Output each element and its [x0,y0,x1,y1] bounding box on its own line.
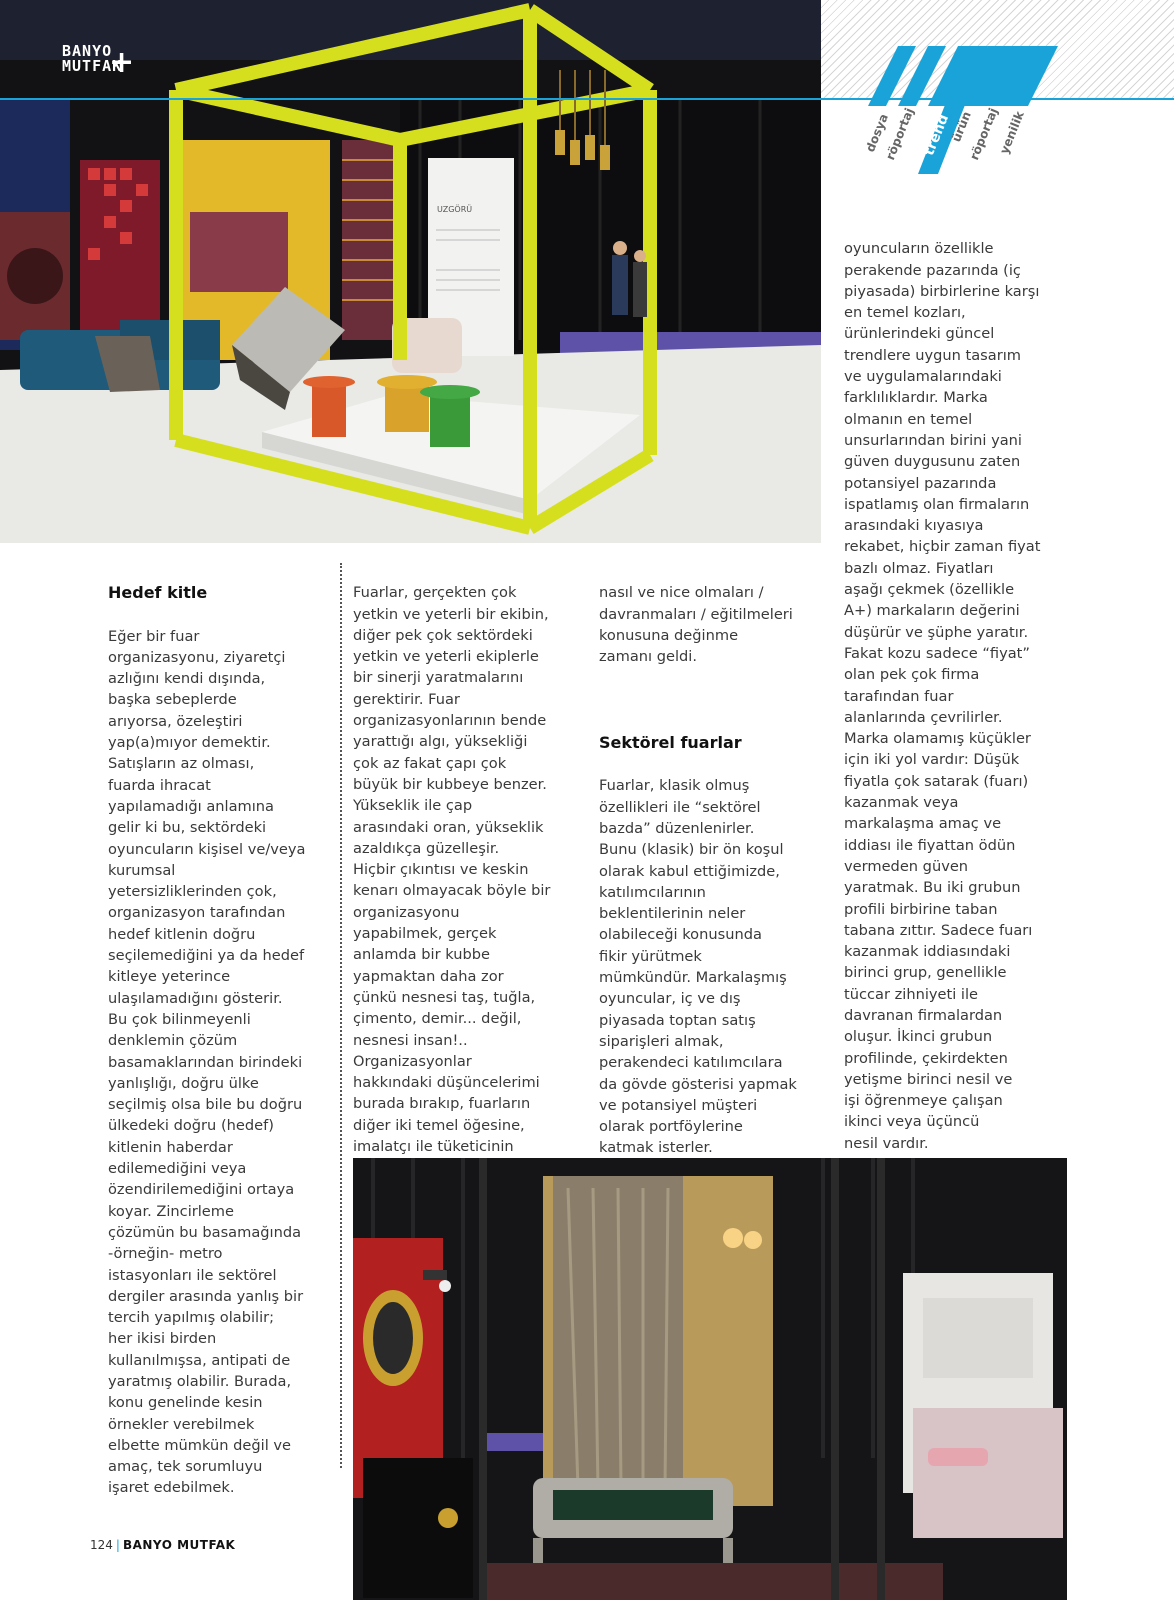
page-number: 124 [90,1538,113,1552]
article-column-3 [599,561,824,1244]
nav-item-roportaj-2[interactable]: röportaj [967,105,1001,162]
nav-item-trend[interactable]: trend [921,112,953,158]
article-column-1 [108,561,333,1520]
magazine-logo [62,42,136,80]
logo-line-1: BANYO [62,42,113,60]
nav-item-urun[interactable]: ürün [949,109,974,144]
page-footer [90,1538,235,1552]
footer-separator: | [115,1538,120,1552]
column-3-text-b: Fuarlar, klasik olmuş özellikleri ile “sektörel bazda” düzenlenirler. Bunu (klasik) bir ön koşul olarak kabul ettiğimizde, katılımcılarının beklentilerinin neler olabileceği konusunda fikir yürütmek mümkündür. Markalaşmış oyuncular, iç ve dış piyasada toptan satış siparişleri almak, perakendeci katılımcılara da gövde gösterisi yapmak ve potansiyel müşteri olarak portföylerine katmak isterler. [599,777,797,1157]
nav-item-dosya[interactable]: dosya [863,111,891,154]
heading-sektorel-fuarlar: Sektörel fuarlar [599,733,742,753]
article-column-4 [844,217,1069,1175]
column-3-text-a: nasıl ve nice olmaları / davranmaları / eğitilmeleri konusuna değinme zamanı geldi. [599,584,793,666]
footer-magazine-name: BANYO MUTFAK [122,1538,236,1552]
logo-plus: + [109,45,136,80]
column-2-text: Fuarlar, gerçekten çok yetkin ve yeterli bir ekibin, diğer pek çok sektördeki yetkin ve yeterli ekiplerle bir sinerji yaratmalarını gerektirir. Fuar organizasyonlarının bende yarattığı algı, yüksekliği çok az fakat çapı çok büyük bir kubbeye benzer. Yükseklik ile çap arasındaki oran, yükseklik azaldıkça güzelleşir. Hiçbir çıkıntısı ve keskin kenarı olmayacak böyle bir organizasyonu yapabilmek, gerçek anlamda bir kubbe yapmaktan daha zor çünkü nesnesi taş, tuğla, çimento, demir... değil, nesnesi insan!.. Organizasyonlar hakkındaki düşüncelerimi burada bırakıp, fuarların diğer iki temel öğesine, imalatçı ile tüketicinin [353,584,551,1156]
section-nav [858,100,1058,180]
column-divider [340,563,342,1468]
column-1-text: Eğer bir fuar organizasyonu, ziyaretçi azlığını kendi dışında, başka sebeplerde arıyorsa, özeleştiri yap(a)mıyor demektir. Satışların az olması, fuarda ihracat yapılamadığı anlamına gelir ki bu, sektördeki oyuncuların kişisel ve/veya kurumsal yetersizliklerinden çok, organizasyon tarafından hedef kitlenin doğru seçilemediğini ya da hedef kitleye yeterince ulaşılamadığını gösterir. Bu çok bilinmeyenli denklemin çözüm basamaklarından birindeki yanlışlığı, doğru ülke seçilmiş olsa bile bu doğru ülkedeki doğru (hedef) kitlenin haberdar edilemediğini veya özendirilemediğini ortaya koyar. Zincirleme çözümün bu basamağında -örneğin- metro istasyonları ile sektörel dergiler arasında yanlış bir tercih yapılmış olabilir; her ikisi birden kullanılmışsa, antipati de yaratmış olabilir. Burada, konu genelinde kesin örnekler verebilmek elbette mümkün değil ve amaç, tek sorumluyu işaret edebilmek. [108,627,306,1497]
sign-title: UZGÖRÜ [437,205,473,214]
column-4-text: oyuncuların özellikle perakende pazarında (iç piyasada) birbirlerine karşı en temel kozları, ürünlerindeki güncel trendlere uygun tasarım ve uygulamalarındaki farklılıklardır. Marka olmanın en temel unsurlarından birini yani güven duygusunu zaten potansiyel pazarında ispatlamış olan firmaların arasındaki kıyasıya rekabet, hiçbir zaman fiyat bazlı olmaz. Fiyatları aşağı çekmek (özellikle A+) markaların değerini düşürür ve şüphe yaratır. Fakat kozu sadece “fiyat” olan pek çok firma tarafından fuar alanlarında çevrilirler. Marka olamamış küçükler için iki yol vardır: Düşük fiyatla çok satarak (fuarı) kazanmak veya markalaşma amaç ve iddiası ile fiyattan ödün vermeden güven yaratmak. Bu iki grubun profili birbirine taban tabana zıttır. Sadece fuarı kazanmak iddiasındaki birinci grup, genellikle tüccar zihniyeti ile davranan firmalardan oluşur. İkinci grubun profilinde, çekirdekten yetişme birinci nesil ve işi öğrenmeye çalışan ikinci veya üçüncü nesil vardır. [844,240,1041,1152]
logo-line-2: MUTFAK [62,57,123,75]
heading-hedef-kitle: Hedef kitle [108,583,208,603]
exhibition-photo-bottom [353,1158,1067,1600]
article-column-2 [353,561,588,1179]
nav-item-roportaj[interactable]: röportaj [883,105,917,162]
exhibition-photo-top [0,0,821,543]
nav-item-yenilik[interactable]: yenilik [997,109,1027,156]
